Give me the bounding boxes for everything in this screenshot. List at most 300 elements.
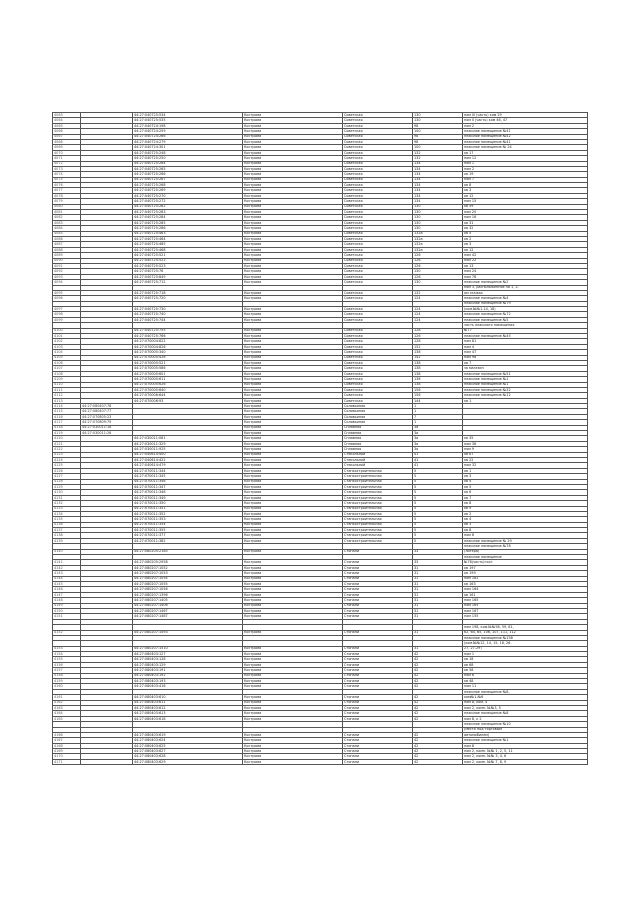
table-cell: 44:27:070011:382 <box>133 538 243 543</box>
table-cell: Станкостроительная <box>343 528 413 533</box>
table-cell: 44:27:080407:77 <box>81 409 133 414</box>
table-cell: Стопани <box>343 560 413 565</box>
table-cell: 4120 <box>53 436 81 441</box>
table-cell: 4080 <box>53 204 81 209</box>
table-cell: Советская <box>343 166 413 171</box>
table-cell: Стопани <box>343 581 413 586</box>
table-cell: 152 <box>413 344 463 349</box>
table-cell: нежилое помещение <box>463 555 588 560</box>
table-cell: 4130 <box>53 490 81 495</box>
table-cell: 138 <box>413 366 463 371</box>
table-cell: 44:27:070005:611 <box>133 377 243 382</box>
table-cell: Кострома <box>243 571 343 576</box>
table-cell: 31 <box>413 581 463 586</box>
table-cell: 4064 <box>53 118 81 123</box>
table-cell: 5 <box>413 522 463 527</box>
table-cell: нежилое помещение №78 <box>463 544 588 549</box>
table-cell: Кострома <box>243 210 343 215</box>
table-cell: пом 9 <box>463 447 588 452</box>
table-cell: 44:27:030011:18 <box>81 425 133 430</box>
table-cell: Советская <box>343 156 413 161</box>
table-cell: 44:27:080207:1406 <box>133 603 243 608</box>
table-cell: пом 8, к 2 <box>463 716 588 721</box>
table-cell: кв 3 <box>463 474 588 479</box>
table-cell: 4166 <box>53 732 81 737</box>
table-cell: 44:27:080403:191 <box>133 668 243 673</box>
table-cell: 44:27:070011:344 <box>133 468 243 473</box>
table-cell: 4149 <box>53 603 81 608</box>
table-cell: Кострома <box>243 652 343 657</box>
table-cell: 4143 <box>53 571 81 576</box>
table-cell: кв 6 <box>463 490 588 495</box>
table-cell: 4109 <box>53 377 81 382</box>
table-cell: 100 <box>413 145 463 150</box>
table-cell: Советская <box>343 226 413 231</box>
table-cell: 128 <box>413 328 463 333</box>
table-cell: 138 <box>413 371 463 376</box>
table-cell: Станкостроительная <box>343 533 413 538</box>
table-cell: пом 155 <box>463 614 588 619</box>
table-cell: 4126 <box>53 468 81 473</box>
table-cell: 44:27:040725:269 <box>133 188 243 193</box>
table-cell: 42 <box>413 673 463 678</box>
table-cell: 134 <box>413 172 463 177</box>
table-cell: 44:27:040725:464 <box>133 236 243 241</box>
table-cell: 138 <box>413 350 463 355</box>
table-cell: 44:27:080207:1055 <box>133 581 243 586</box>
table-cell: 4170 <box>53 754 81 759</box>
table-cell: Кострома <box>243 156 343 161</box>
table-cell: Кострома <box>243 679 343 684</box>
table-cell: 44:27:080207:1056 <box>133 587 243 592</box>
table-cell: Советская <box>343 360 413 365</box>
table-cell: Советская <box>343 123 413 128</box>
table-cell: Кострома <box>243 743 343 748</box>
table-cell: кв 12 <box>463 193 588 198</box>
table-cell: 4140 <box>53 549 81 554</box>
table-cell: Советская <box>343 231 413 236</box>
table-cell: Стопани <box>343 684 413 689</box>
table-cell: 4122 <box>53 447 81 452</box>
table-cell: 5 <box>413 517 463 522</box>
table-cell: Кострома <box>243 269 343 274</box>
table-cell: 44:27:040725:849 <box>133 274 243 279</box>
table-cell: кв 163 <box>463 581 588 586</box>
table-cell: Стопани <box>343 700 413 705</box>
table-cell: 44:27:030011:329 <box>133 441 243 446</box>
table-cell: Советская <box>343 220 413 225</box>
table-cell: Кострома <box>243 705 343 710</box>
table-cell: 4067 <box>53 134 81 139</box>
table-cell: Кострома <box>243 339 343 344</box>
table-cell: 4155 <box>53 657 81 662</box>
table-cell: Кострома <box>243 549 343 554</box>
table-cell: Советская <box>343 161 413 166</box>
table-cell: 62, 64, 65, 106, 107, 111, 112 <box>463 630 588 635</box>
table-cell: 4077 <box>53 188 81 193</box>
table-cell: 44:27:080403:625 <box>133 743 243 748</box>
table-cell: кв 32 <box>463 226 588 231</box>
table-cell: пом III (часть) ком 29 <box>463 113 588 118</box>
table-cell: 41 <box>413 452 463 457</box>
table-cell: Кострома <box>243 398 343 403</box>
table-cell: 31 <box>413 608 463 613</box>
table-cell: 1 <box>413 409 463 414</box>
table-cell: Кострома <box>243 565 343 570</box>
table-cell: 44:27:070011:349 <box>133 495 243 500</box>
table-cell: Кострома <box>243 263 343 268</box>
table-cell: Кострома <box>243 700 343 705</box>
table-cell: 42 <box>413 668 463 673</box>
table-cell: Кострома <box>243 328 343 333</box>
table-cell: Советская <box>343 328 413 333</box>
table-cell: пом 162 <box>463 576 588 581</box>
table-cell: Советская <box>343 269 413 274</box>
table-cell: 4092 <box>53 269 81 274</box>
table-cell: кв 8 <box>463 528 588 533</box>
table-cell: 5 <box>413 511 463 516</box>
table-cell: 4158 <box>53 673 81 678</box>
table-cell: Кострома <box>243 560 343 565</box>
table-cell: 4119 <box>53 431 81 436</box>
table-cell: 4133 <box>53 506 81 511</box>
property-register-table <box>52 112 588 765</box>
table-cell: 134 <box>413 199 463 204</box>
table-cell: 134 <box>413 161 463 166</box>
table-cell: 4107 <box>53 366 81 371</box>
table-cell: 7 <box>413 414 463 419</box>
table-cell: 44:27:080403:416 <box>133 684 243 689</box>
table-cell: 44:27:040725:265 <box>133 166 243 171</box>
table-cell: Стопани <box>343 679 413 684</box>
table-cell: нежилое помещение №1 <box>463 377 588 382</box>
table-cell: Кострома <box>243 695 343 700</box>
table-cell: 42 <box>413 743 463 748</box>
table-cell: 44:27:040725:286 <box>133 226 243 231</box>
table-cell: Кострома <box>243 393 343 398</box>
table-cell <box>81 759 133 764</box>
table-cell: Станкостроительная <box>343 484 413 489</box>
table-cell: Кострома <box>243 458 343 463</box>
table-cell: пом 1 <box>463 652 588 657</box>
table-cell: 4105 <box>53 355 81 360</box>
table-cell: Станкостроительная <box>343 468 413 473</box>
table-cell: Кострома <box>243 759 343 764</box>
table-cell: Советская <box>343 236 413 241</box>
table-cell: Кострома <box>243 166 343 171</box>
table-cell: 4117 <box>53 420 81 425</box>
table-cell: (литера) <box>463 549 588 554</box>
table-cell: 4150 <box>53 608 81 613</box>
table-cell: 138 <box>413 360 463 365</box>
table-cell: 98 <box>413 134 463 139</box>
table-cell: 130 <box>413 226 463 231</box>
table-cell: кв 7 <box>463 360 588 365</box>
table-cell: пом 15 <box>463 199 588 204</box>
table-cell: Советская <box>343 307 413 312</box>
table-cell: нежилое помещение №8 <box>463 711 588 716</box>
table-cell: 4152 <box>53 630 81 635</box>
table-cell: пом 167 <box>463 608 588 613</box>
table-cell: Кострома <box>243 355 343 360</box>
table-cell: Кострома <box>243 139 343 144</box>
table-cell: 44:27:040725:755 <box>133 328 243 333</box>
table-cell: (место под торговым <box>463 727 588 732</box>
table-cell: 44:27:070005:626 <box>133 382 243 387</box>
table-cell: Кострома <box>243 350 343 355</box>
table-cell: 4128 <box>53 479 81 484</box>
table-cell: 44:27:080403:624 <box>133 738 243 743</box>
table-cell: часть нежилого помещения <box>463 323 588 328</box>
table-cell: (ком.№№1-14, 18) <box>463 307 588 312</box>
table-cell: Кострома <box>243 668 343 673</box>
table-cell: 44:27:030011:081 <box>133 436 243 441</box>
table-cell: 44:27:040725:535 <box>133 118 243 123</box>
table-cell: 4139 <box>53 538 81 543</box>
table-cell: 27, 27-29) <box>463 646 588 651</box>
table-cell: Советская <box>343 312 413 317</box>
table-cell: 42 <box>413 684 463 689</box>
table-cell: Кострома <box>243 484 343 489</box>
table-cell: 44:27:070005:426 <box>133 355 243 360</box>
table-cell: 31 <box>413 565 463 570</box>
table-cell: 126 <box>413 274 463 279</box>
table-cell: Советская <box>343 242 413 247</box>
table-cell: Советская <box>343 371 413 376</box>
table-cell: 5 <box>413 538 463 543</box>
table-cell: пом 81 <box>463 339 588 344</box>
table-cell: пом 11 <box>463 684 588 689</box>
table-cell: 44:27:080407:78 <box>81 404 133 409</box>
table-cell: 4081 <box>53 210 81 215</box>
table-cell: 42 <box>413 759 463 764</box>
table-cell: 44:27:080403:129 <box>133 662 243 667</box>
table-cell: Станкостроительная <box>343 501 413 506</box>
table-cell: 4162 <box>53 700 81 705</box>
table-cell: кв 4 <box>463 517 588 522</box>
table-cell: Станкостроительная <box>343 490 413 495</box>
table-cell: 44:27:080207:1405 <box>133 598 243 603</box>
table-cell: Кострома <box>243 495 343 500</box>
table-cell: 31 <box>413 587 463 592</box>
table-cell: кв 3 <box>463 242 588 247</box>
table-cell: 126 <box>413 253 463 258</box>
table-cell: ом этажах <box>463 290 588 295</box>
table-cell: 42 <box>413 754 463 759</box>
table-cell: 31 <box>413 571 463 576</box>
table-cell: Кострома <box>243 129 343 134</box>
table-cell: Кострома <box>243 150 343 155</box>
table-cell: Кострома <box>243 598 343 603</box>
table-cell: Кострома <box>243 684 343 689</box>
table-cell: 4171 <box>53 759 81 764</box>
table-cell: 44:27:040614:400 <box>133 452 243 457</box>
table-cell: (ком.№№12, 14, 15, 18, 26- <box>463 641 588 646</box>
table-cell: 98 <box>413 123 463 128</box>
table-cell: 100 <box>413 129 463 134</box>
table-cell: 124 <box>413 296 463 301</box>
table-cell: Советская <box>343 253 413 258</box>
table-cell: 4078 <box>53 193 81 198</box>
table-cell: Кострома <box>243 506 343 511</box>
table-cell: пом 2, комн. №№ 3, 4, 6 <box>463 754 588 759</box>
table-cell: Стопани <box>343 743 413 748</box>
table-cell: Кострома <box>243 409 343 414</box>
table-cell: 44:27:040725:730 <box>133 307 243 312</box>
table-cell: Стопани <box>343 576 413 581</box>
table-cell: нежилое помещение №4 <box>463 296 588 301</box>
table-cell: пом 22 <box>463 258 588 263</box>
table-cell: 44:27:040725:740 <box>133 312 243 317</box>
table-cell: 44:27:080207:1467 <box>133 608 243 613</box>
table-cell: 44:27:070011:346 <box>133 479 243 484</box>
table-cell: 44:27:040724:259 <box>133 129 243 134</box>
table-cell: кв 8 <box>463 501 588 506</box>
table-cell: Кострома <box>243 296 343 301</box>
table-cell: Советская <box>343 113 413 118</box>
table-cell: 44:27:070011:351 <box>133 506 243 511</box>
table-cell: 42 <box>413 652 463 657</box>
table-cell: Станкостроительная <box>343 517 413 522</box>
table-cell: 44:27:040725:264 <box>133 161 243 166</box>
table-cell: Кострома <box>243 592 343 597</box>
table-cell: Кострома <box>243 382 343 387</box>
table-cell: Станкостроительная <box>343 511 413 516</box>
table-cell: 31 <box>413 592 463 597</box>
table-cell: кв 5 <box>463 484 588 489</box>
table-cell: пом 6 <box>463 533 588 538</box>
table-cell: Кострома <box>243 118 343 123</box>
table-cell: кв 1 <box>463 398 588 403</box>
table-cell: пом 1 <box>463 161 588 166</box>
table-cell: 44:27:040725:522 <box>133 258 243 263</box>
table-cell: Станкостроительная <box>343 474 413 479</box>
table-cell: 4124 <box>53 458 81 463</box>
table-cell: Кострома <box>243 404 343 409</box>
table-cell: 4087 <box>53 242 81 247</box>
table-cell: 4071 <box>53 156 81 161</box>
table-cell: 44:27:070004:826 <box>133 344 243 349</box>
table-cell: нежилое помещение №158 <box>463 635 588 640</box>
table-cell: Кострома <box>243 231 343 236</box>
table-cell: 132а <box>413 247 463 252</box>
table-cell: 44:27:070809:79 <box>81 420 133 425</box>
table-cell: Кострома <box>243 468 343 473</box>
table-cell: Кострома <box>243 183 343 188</box>
table-cell: кв 9 <box>463 506 588 511</box>
table-cell: 44:27:040614:479 <box>133 463 243 468</box>
table-cell: Кострома <box>243 431 343 436</box>
table-cell: 44:27:080403:619 <box>133 732 243 737</box>
table-cell: кв 31 <box>463 220 588 225</box>
table-cell: пом 8, ком. 4 <box>463 700 588 705</box>
table-cell: 44:27:070805:23 <box>81 414 133 419</box>
table-cell: Стопани <box>343 646 413 651</box>
table-cell: 42 <box>413 662 463 667</box>
table-cell: нежилое помещение №5 <box>463 317 588 322</box>
table-cell: 144 <box>413 398 463 403</box>
table-cell: 134 <box>413 177 463 182</box>
table-cell: Кострома <box>243 420 343 425</box>
table-cell: пом 47 <box>463 350 588 355</box>
table-cell: пом 24 <box>463 269 588 274</box>
table-cell: Кострома <box>243 474 343 479</box>
table-cell: Кострома <box>243 188 343 193</box>
table-cell: 98 <box>413 139 463 144</box>
table-cell: 4086 <box>53 236 81 241</box>
table-cell: Кострома <box>243 242 343 247</box>
table-cell: Кострома <box>243 533 343 538</box>
table-cell: Кострома <box>243 711 343 716</box>
table-cell: кв 7 <box>463 495 588 500</box>
table-cell: 4069 <box>53 145 81 150</box>
table-cell: Советская <box>343 199 413 204</box>
table-cell: Стопани <box>343 571 413 576</box>
table-cell: 44:27:030011:26 <box>81 431 133 436</box>
table-cell: нежилое помещение №79 <box>463 301 588 306</box>
table-cell: 126 <box>413 263 463 268</box>
table-cell: 4116 <box>53 414 81 419</box>
table-cell: Стопани <box>343 657 413 662</box>
table-cell: 4145 <box>53 581 81 586</box>
table-cell: 124 <box>413 307 463 312</box>
table-cell: Кострома <box>243 366 343 371</box>
table-cell: Сплавная <box>343 441 413 446</box>
table-cell: Кострома <box>243 334 343 339</box>
table-cell: Советская <box>343 145 413 150</box>
table-cell: 44:27:080403:618 <box>133 716 243 721</box>
table-cell: нежилое помещение № 24 <box>463 145 588 150</box>
table-cell: 4094 <box>53 280 81 285</box>
table-cell: Советская <box>343 258 413 263</box>
table-cell: 4121 <box>53 441 81 446</box>
table-cell: 4134 <box>53 511 81 516</box>
table-cell: 44:27:040614:422 <box>133 458 243 463</box>
table-cell: 44:27:080207:1052 <box>133 565 243 570</box>
table-cell: Стопани <box>343 565 413 570</box>
table-cell: Соловьиная <box>343 414 413 419</box>
table-cell: кв 13 <box>463 263 588 268</box>
table-cell: 4148 <box>53 598 81 603</box>
table-cell: пом 20 <box>463 210 588 215</box>
table-cell: 44:27:040725:268 <box>133 183 243 188</box>
table-cell: 4075 <box>53 177 81 182</box>
table-cell: 44:27:080403:612 <box>133 705 243 710</box>
table-cell: пом 2, комн. №№ 1, 2, 5, 11 <box>463 749 588 754</box>
table-cell: Советская <box>343 150 413 155</box>
table-cell: Советская <box>343 387 413 392</box>
table-cell: Советская <box>343 393 413 398</box>
table-cell: 44:27:070011:350 <box>133 501 243 506</box>
table-cell: 3а <box>413 425 463 430</box>
table-cell: Кострома <box>243 226 343 231</box>
table-cell: 4113 <box>53 398 81 403</box>
table-cell: кв 12 <box>463 247 588 252</box>
table-cell: Кострома <box>243 576 343 581</box>
table-cell: 4102 <box>53 339 81 344</box>
table-cell: пом 165 <box>463 598 588 603</box>
table-cell: Советская <box>343 118 413 123</box>
table-cell: 4141 <box>53 560 81 565</box>
table-cell: Стопани <box>343 673 413 678</box>
table-cell: 44:27:040725:523 <box>133 263 243 268</box>
table-cell: Стопани <box>343 587 413 592</box>
table-cell: пом 4 <box>463 344 588 349</box>
table-cell: нежилое помещение №45 <box>463 334 588 339</box>
table-cell: 5 <box>413 501 463 506</box>
table-cell: 130 <box>413 204 463 209</box>
table-cell: 4127 <box>53 474 81 479</box>
